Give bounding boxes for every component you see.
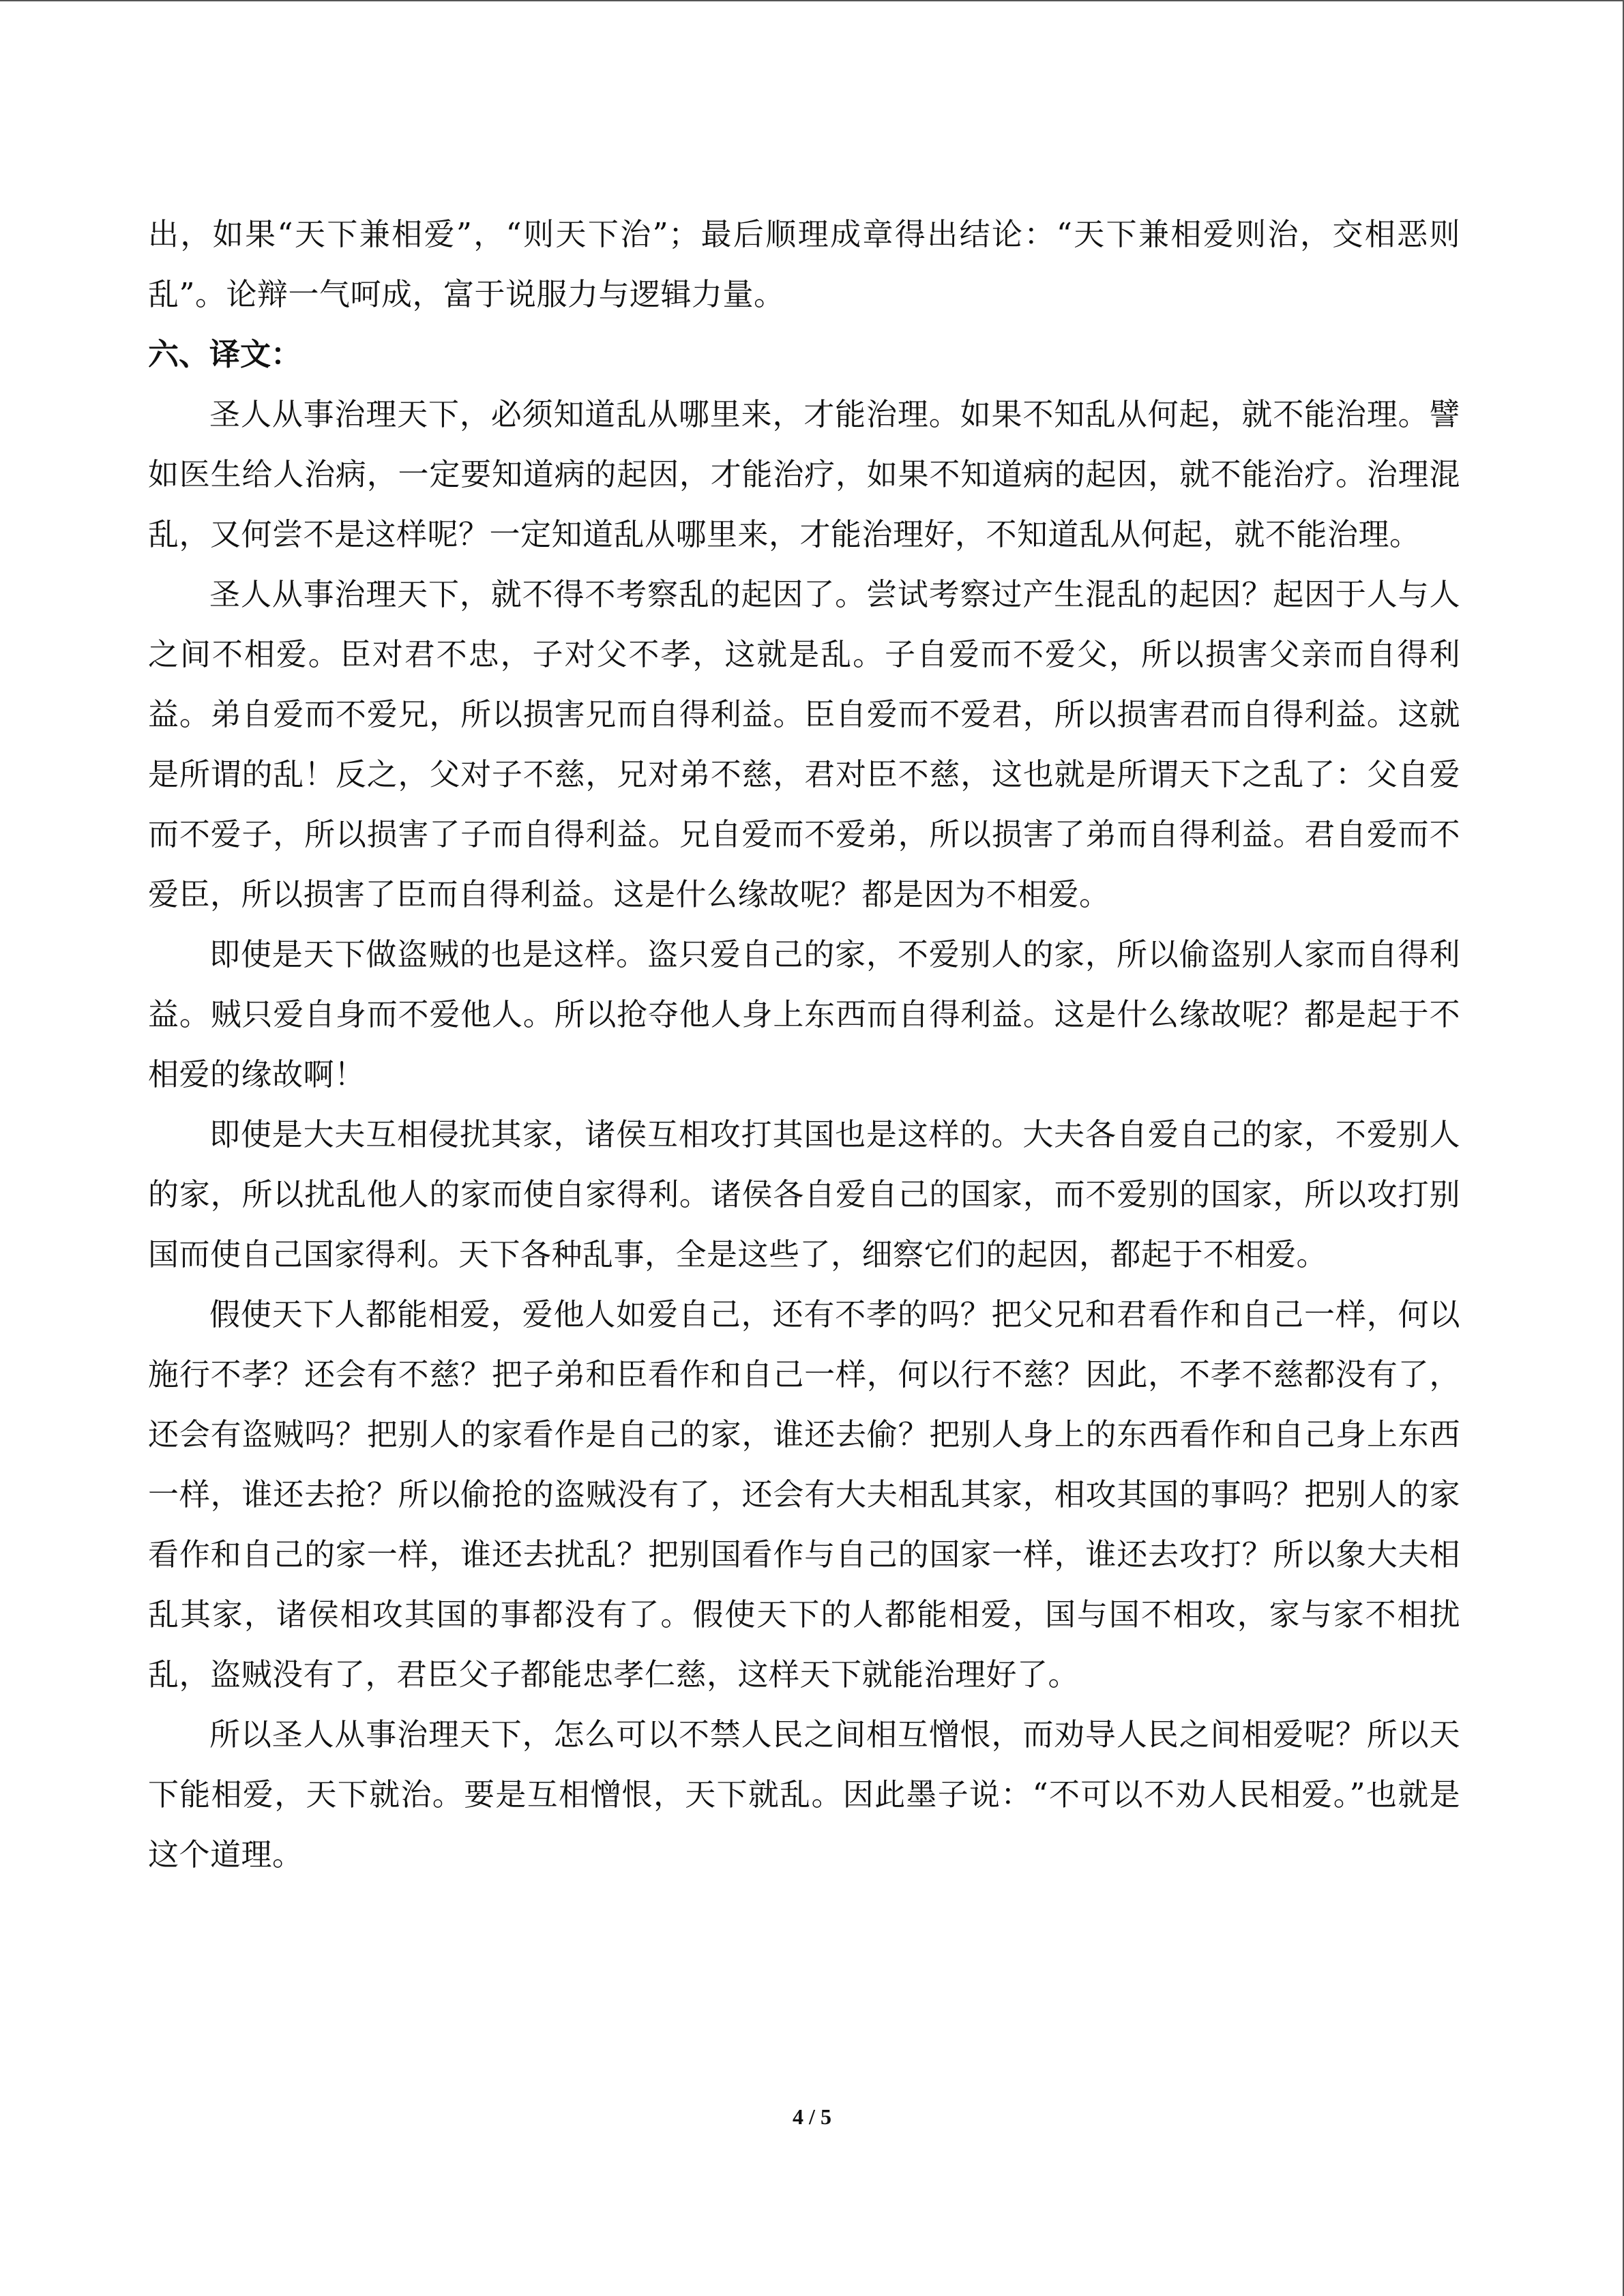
document-body (148, 205, 1460, 1885)
paragraph-1: 圣人从事治理天下，必须知道乱从哪里来，才能治理。如果不知乱从何起，就不能治理。譬如医生给人治病，一定要知道病的起因，才能治疗，如果不知道病的起因，就不能治疗。治理混乱，又何尝不是这样呢？一定知道乱从哪里来，才能治理好，不知道乱从何起，就不能治理。 (148, 396, 1460, 552)
intro-paragraph: 出，如果“天下兼相爱”，“则天下治”；最后顺理成章得出结论：“天下兼相爱则治，交相恶则乱”。论辩一气呵成，富于说服力与逻辑力量。 (148, 216, 1460, 312)
paragraph-6: 所以圣人从事治理天下，怎么可以不禁人民之间相互憎恨，而劝导人民之间相爱呢？所以天下能相爱，天下就治。要是互相憎恨，天下就乱。因此墨子说：“不可以不劝人民相爱。”也就是这个道理。 (148, 1716, 1460, 1873)
page-border-top (0, 0, 1624, 1)
paragraph-3: 即使是天下做盗贼的也是这样。盗只爱自己的家，不爱别人的家，所以偷盗别人家而自得利益。贼只爱自身而不爱他人。所以抢夺他人身上东西而自得利益。这是什么缘故呢？都是起于不相爱的缘故啊！ (148, 936, 1460, 1092)
paragraph-5: 假使天下人都能相爱，爱他人如爱自己，还有不孝的吗？把父兄和君看作和自己一样，何以施行不孝？还会有不慈？把子弟和臣看作和自己一样，何以行不慈？因此，不孝不慈都没有了，还会有盗贼吗？把别人的家看作是自己的家，谁还去偷？把别人身上的东西看作和自己身上东西一样，谁还去抢？所以偷抢的盗贼没有了，还会有大夫相乱其家，相攻其国的事吗？把别人的家看作和自己的家一样，谁还去扰乱？把别国看作与自己的国家一样，谁还去攻打？所以象大夫相乱其家，诸侯相攻其国的事都没有了。假使天下的人都能相爱，国与国不相攻，家与家不相扰乱，盗贼没有了，君臣父子都能忠孝仁慈，这样天下就能治理好了。 (148, 1296, 1460, 1693)
paragraph-2: 圣人从事治理天下，就不得不考察乱的起因了。尝试考察过产生混乱的起因？起因于人与人之间不相爱。臣对君不忠，子对父不孝，这就是乱。子自爱而不爱父，所以损害父亲而自得利益。弟自爱而不爱兄，所以损害兄而自得利益。臣自爱而不爱君，所以损害君而自得利益。这就是所谓的乱！反之，父对子不慈，兄对弟不慈，君对臣不慈，这也就是所谓天下之乱了：父自爱而不爱子，所以损害了子而自得利益。兄自爱而不爱弟，所以损害了弟而自得利益。君自爱而不爱臣，所以损害了臣而自得利益。这是什么缘故呢？都是因为不相爱。 (148, 576, 1460, 912)
section-heading: 六、译文： (148, 336, 302, 372)
paragraph-4: 即使是大夫互相侵扰其家，诸侯互相攻打其国也是这样的。大夫各自爱自己的家，不爱别人的家，所以扰乱他人的家而使自家得利。诸侯各自爱自己的国家，而不爱别的国家，所以攻打别国而使自己国家得利。天下各种乱事，全是这些了，细察它们的起因，都起于不相爱。 (148, 1116, 1460, 1272)
page-number: 4 / 5 (793, 2104, 831, 2129)
